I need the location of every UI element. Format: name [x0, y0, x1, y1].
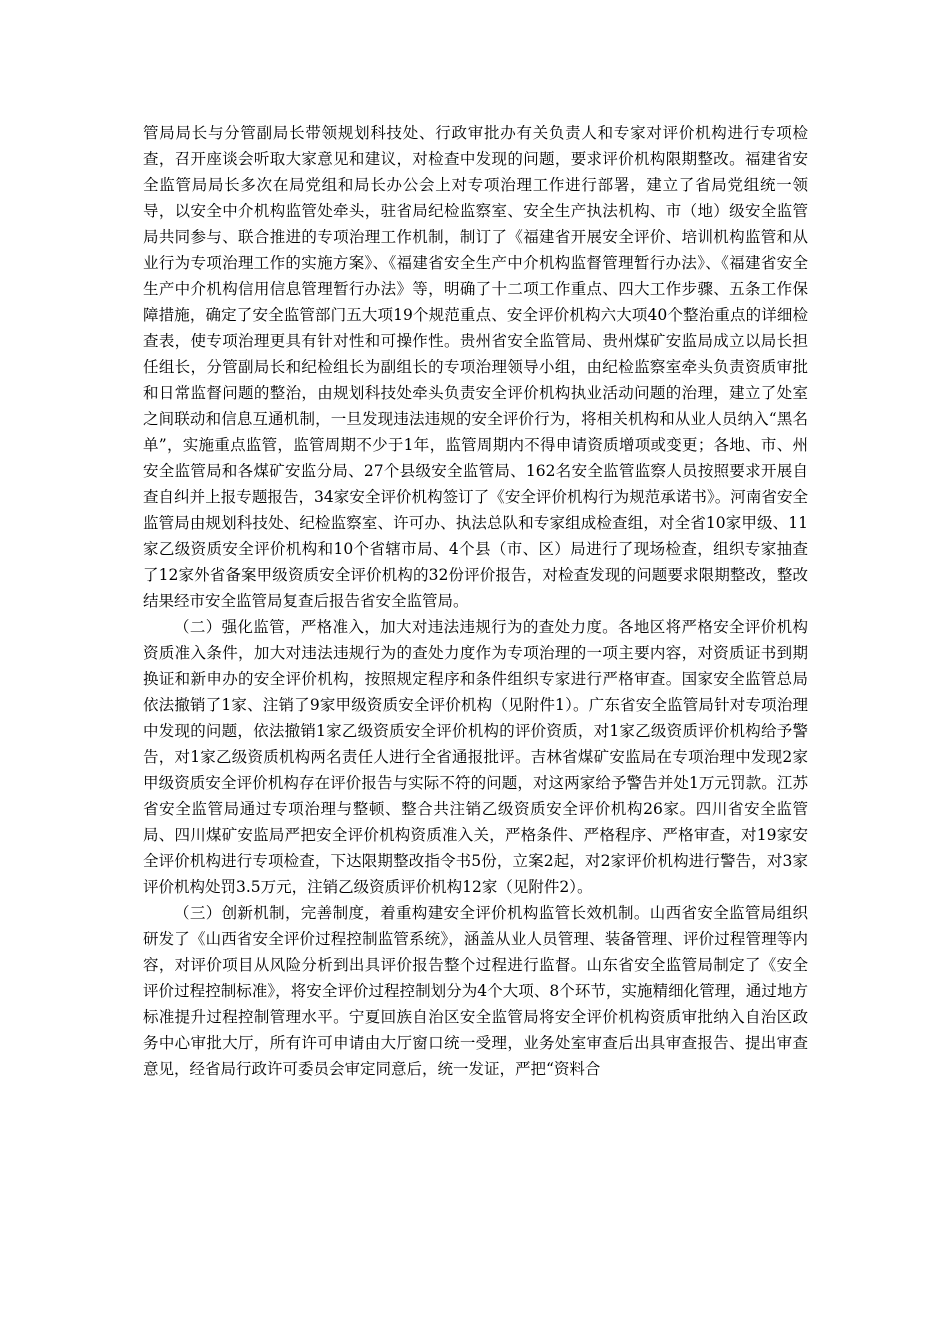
paragraph-continuation: 管局局长与分管副局长带领规划科技处、行政审批办有关负责人和专家对评价机构进行专项检查，召开座谈会听取大家意见和建议，对检查中发现的问题，要求评价机构限期整改。福建省安全监管局局长多次在局党组和局长办公会上对专项治理工作进行部署，建立了省局党组统一领导，以安全中介机构监管处牵头，驻省局纪检监察室、安全生产执法机构、市（地）级安全监管局共同参与、联合推进的专项治理工作机制，制订了《福建省开展安全评价、培训机构监管和从业行为专项治理工作的实施方案》、《福建省安全生产中介机构监督管理暂行办法》、《福建省安全生产中介机构信用信息管理暂行办法》等，明确了十二项工作重点、四大工作步骤、五条工作保障措施，确定了安全监管部门五大项19个规范重点、安全评价机构六大项40个整治重点的详细检查表，使专项治理更具有针对性和可操作性。贵州省安全监管局、贵州煤矿安监局成立以局长担任组长，分管副局长和纪检组长为副组长的专项治理领导小组，由纪检监察室牵头负责资质审批和日常监督问题的整治，由规划科技处牵头负责安全评价机构执业活动问题的治理，建立了处室之间联动和信息互通机制，一旦发现违法违规的安全评价行为，将相关机构和从业人员纳入“黑名单”，实施重点监管，监管周期不少于1年，监管周期内不得申请资质增项或变更；各地、市、州安全监管局和各煤矿安监分局、27个县级安全监管局、162名安全监管监察人员按照要求开展自查自纠并上报专题报告，34家安全评价机构签订了《安全评价机构行为规范承诺书》。河南省安全监管局由规划科技处、纪检监察室、许可办、执法总队和专家组成检查组，对全省10家甲级、11家乙级资质安全评价机构和10个省辖市局、4个县（市、区）局进行了现场检查，组织专家抽查了12家外省备案甲级资质安全评价机构的32份评价报告，对检查发现的问题要求限期整改，整改结果经市安全监管局复查后报告省安全监管局。	[143, 124, 808, 610]
paragraph-section-2: （二）强化监管，严格准入，加大对违法违规行为的查处力度。各地区将严格安全评价机构资质准入条件，加大对违法违规行为的查处力度作为专项治理的一项主要内容，对资质证书到期换证和新申办的安全评价机构，按照规定程序和条件组织专家进行严格审查。国家安全监管总局依法撤销了1家、注销了9家甲级资质安全评价机构（见附件1）。广东省安全监管局针对专项治理中发现的问题，依法撤销1家乙级资质安全评价机构的评价资质，对1家乙级资质评价机构给予警告，对1家乙级资质机构两名责任人进行全省通报批评。吉林省煤矿安监局在专项治理中发现2家甲级资质安全评价机构存在评价报告与实际不符的问题，对这两家给予警告并处1万元罚款。江苏省安全监管局通过专项治理与整顿、整合共注销乙级资质安全评价机构26家。四川省安全监管局、四川煤矿安监局严把安全评价机构资质准入关，严格条件、严格程序、严格审查，对19家安全评价机构进行专项检查，下达限期整改指令书5份，立案2起，对2家评价机构进行警告，对3家评价机构处罚3.5万元，注销乙级资质评价机构12家（见附件2）。	[143, 618, 808, 896]
paragraph-section-3: （三）创新机制，完善制度，着重构建安全评价机构监管长效机制。山西省安全监管局组织研发了《山西省安全评价过程控制监管系统》，涵盖从业人员管理、装备管理、评价过程管理等内容，对评价项目从风险分析到出具评价报告整个过程进行监督。山东省安全监管局制定了《安全评价过程控制标准》，将安全评价过程控制划分为4个大项、8个环节，实施精细化管理，通过地方标准提升过程控制管理水平。宁夏回族自治区安全监管局将安全评价机构资质审批纳入自治区政务中心审批大厅，所有许可申请由大厅窗口统一受理，业务处室审查后出具审查报告、提出审查意见，经省局行政许可委员会审定同意后，统一发证，严把“资料合	[143, 904, 808, 1078]
document-body	[143, 120, 808, 1082]
